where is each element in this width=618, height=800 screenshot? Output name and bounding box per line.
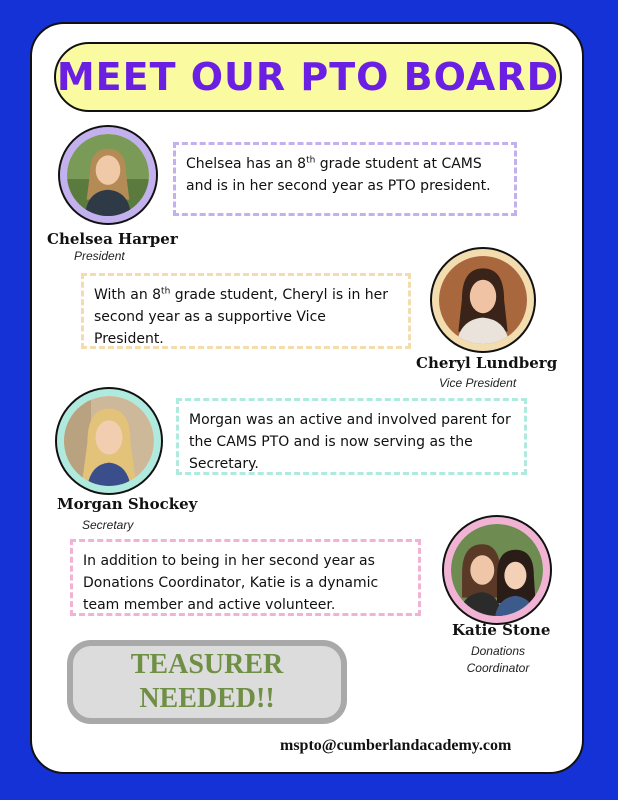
- treasurer-needed-banner: [67, 640, 347, 724]
- chelsea-photo: [60, 127, 156, 223]
- chelsea-name: Chelsea Harper: [47, 230, 178, 248]
- morgan-bio: Morgan was an active and involved parent for the CAMS PTO and is now serving as the Secretary.: [176, 398, 527, 475]
- cheryl-name: Cheryl Lundberg: [416, 354, 558, 372]
- contact-email: mspto@cumberlandacademy.com: [280, 737, 512, 754]
- cheryl-photo: [432, 249, 534, 351]
- chelsea-role: President: [74, 249, 125, 263]
- cheryl-role: Vice President: [439, 376, 517, 390]
- vacancy-line1: TEASURER: [130, 649, 284, 680]
- katie-name: Katie Stone: [452, 621, 551, 639]
- two-people-portrait-icon: [451, 524, 543, 616]
- morgan-photo: [57, 389, 161, 493]
- woman-portrait-icon: [439, 256, 527, 344]
- katie-role-line1: Donations: [470, 644, 526, 658]
- page-title: MEET OUR PTO BOARD: [54, 42, 562, 112]
- morgan-role: Secretary: [82, 518, 134, 532]
- morgan-name: Morgan Shockey: [57, 495, 198, 513]
- katie-role: [452, 643, 544, 677]
- woman-portrait-icon: [64, 396, 154, 486]
- vacancy-line2: NEEDED!!: [139, 683, 275, 714]
- katie-bio: In addition to being in her second year as Donations Coordinator, Katie is a dynamic team member and active volunteer.: [70, 539, 421, 616]
- woman-portrait-icon: [67, 134, 149, 216]
- katie-role-line2: Coordinator: [466, 661, 530, 675]
- cheryl-bio: With an 8th grade student, Cheryl is in her second year as a supportive Vice President.: [81, 273, 411, 349]
- katie-photo: [444, 517, 550, 623]
- chelsea-bio: Chelsea has an 8th grade student at CAMS and is in her second year as PTO president.: [173, 142, 517, 216]
